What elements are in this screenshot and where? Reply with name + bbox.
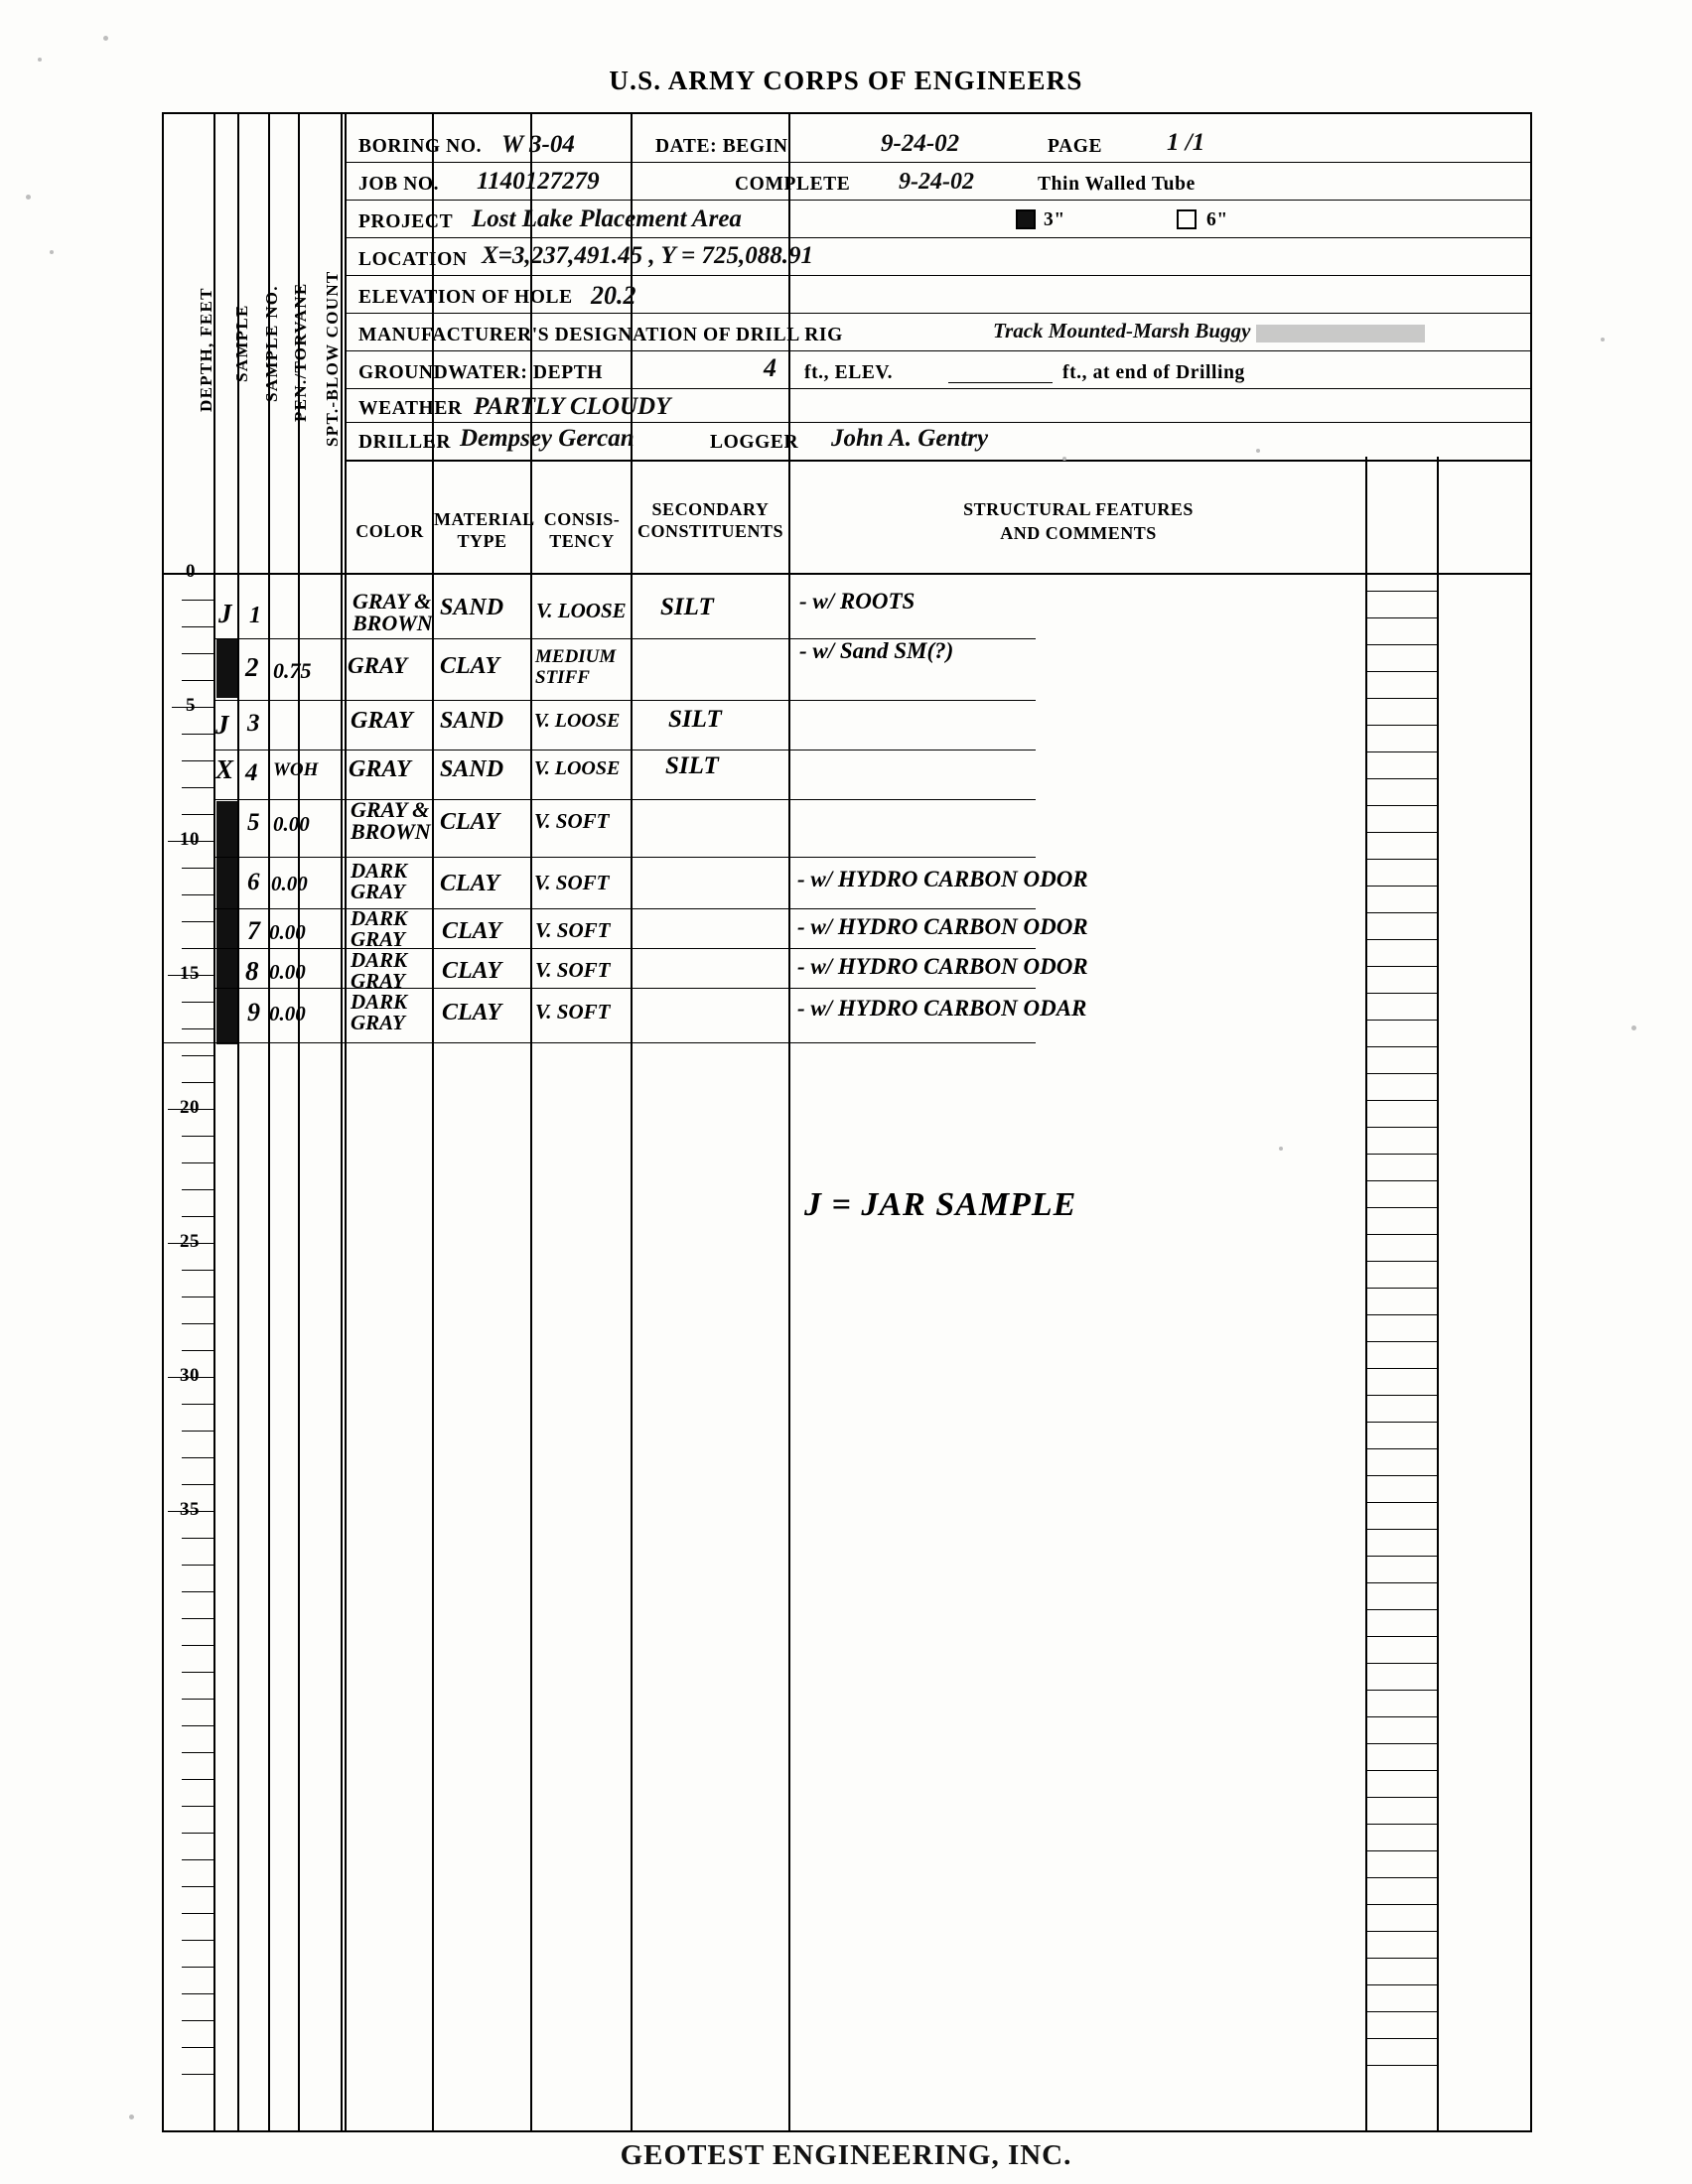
depth-tick (182, 1752, 213, 1753)
sample-mark-4[interactable]: X (215, 754, 234, 784)
scan-speck (1279, 1147, 1283, 1151)
material-3[interactable]: SAND (440, 708, 504, 734)
ladder-tick (1367, 778, 1437, 779)
ladder-tick (1367, 1502, 1437, 1503)
label-location: LOCATION (358, 249, 468, 270)
comments-6[interactable]: - w/ HYDRO CARBON ODOR (797, 867, 1088, 891)
value-project[interactable]: Lost Lake Placement Area (472, 205, 742, 232)
depth-tick (182, 1484, 213, 1485)
ladder-inner-rule (1437, 457, 1439, 2130)
label-logger: LOGGER (710, 432, 799, 453)
depth-tick (182, 868, 213, 869)
depth-tick (182, 1779, 213, 1780)
pen-5[interactable]: 0.00 (273, 812, 310, 836)
depth-major-dash (168, 1377, 182, 1378)
label-complete: COMPLETE (735, 174, 851, 195)
header-rule-5 (347, 313, 1530, 314)
rule-sample-right (237, 114, 239, 2130)
depth-tick (182, 1323, 213, 1324)
ladder-tick (1367, 1877, 1437, 1878)
sample-no-9[interactable]: 9 (247, 998, 260, 1026)
row-rule (213, 908, 1036, 909)
value-location[interactable]: X=3,237,491.45 , Y = 725,088.91 (482, 242, 814, 269)
ladder-tick (1367, 1395, 1437, 1396)
depth-major-dash (172, 707, 186, 708)
ladder-tick (1367, 591, 1437, 592)
sample-no-7[interactable]: 7 (247, 916, 260, 945)
ladder-tick (1367, 1100, 1437, 1101)
ladder-tick (1367, 1716, 1437, 1717)
ladder-tick (1367, 993, 1437, 994)
depth-major-dash (168, 1511, 182, 1512)
depth-tick (182, 921, 213, 922)
ladder-tick (1367, 1475, 1437, 1476)
ladder-tick (1367, 1261, 1437, 1262)
comments-8[interactable]: - w/ HYDRO CARBON ODOR (797, 954, 1088, 979)
color-3[interactable]: GRAY (351, 708, 413, 734)
label-manufacturer: MANUFACTURER'S DESIGNATION OF DRILL RIG (358, 325, 843, 345)
company-footer: GEOTEST ENGINEERING, INC. (620, 2139, 1072, 2171)
ladder-tick (1367, 1850, 1437, 1851)
sample-no-5[interactable]: 5 (247, 809, 260, 836)
depth-tick (182, 2047, 213, 2048)
value-weather[interactable]: PARTLY CLOUDY (474, 393, 671, 420)
consistency-4[interactable]: V. LOOSE (534, 757, 621, 779)
depth-tick (182, 2020, 213, 2021)
ladder-tick (1367, 2011, 1437, 2012)
depth-major-dash (168, 1243, 182, 1244)
depth-label-35: 35 (180, 1499, 200, 1520)
ladder-tick (1367, 1770, 1437, 1771)
sample-no-6[interactable]: 6 (247, 869, 260, 895)
depth-tick (182, 1672, 213, 1673)
value-job-no[interactable]: 1140127279 (477, 168, 600, 195)
ladder-tick (1367, 1314, 1437, 1315)
value-logger[interactable]: John A. Gentry (831, 425, 989, 452)
depth-tick (182, 1993, 213, 1994)
ladder-tick (1367, 966, 1437, 967)
material-9[interactable]: CLAY (442, 1000, 502, 1025)
col-head-material-2: TYPE (457, 531, 507, 551)
ladder-tick (1367, 1609, 1437, 1610)
depth-tick (182, 1457, 213, 1458)
depth-tick (182, 1136, 213, 1137)
sample-no-8[interactable]: 8 (245, 956, 259, 986)
checkbox-tube-3in[interactable] (1016, 209, 1036, 229)
ladder-tick (1367, 1797, 1437, 1798)
ladder-tick (1367, 1154, 1437, 1155)
material-7[interactable]: CLAY (442, 918, 502, 944)
sample-no-3[interactable]: 3 (247, 710, 260, 737)
depth-tick (182, 1699, 213, 1700)
col-head-pen-torvane: PEN./TORVANE (291, 282, 310, 422)
depth-tick (182, 1189, 213, 1190)
ladder-tick (1367, 859, 1437, 860)
ladder-tick (1367, 698, 1437, 699)
col-head-secondary-1: SECONDARY (651, 499, 770, 519)
pen-2[interactable]: 0.75 (273, 658, 312, 683)
consistency-9[interactable]: V. SOFT (535, 1000, 611, 1024)
pen-7[interactable]: 0.00 (269, 920, 306, 944)
ladder-tick (1367, 912, 1437, 913)
depth-tick (182, 1055, 213, 1056)
depth-tick (182, 1270, 213, 1271)
label-thin-walled-tube: Thin Walled Tube (1038, 174, 1196, 195)
label-tube-3in: 3" (1044, 209, 1065, 230)
consistency-6[interactable]: V. SOFT (534, 871, 610, 894)
comments-1[interactable]: - w/ ROOTS (799, 589, 916, 614)
pen-6[interactable]: 0.00 (271, 872, 308, 895)
color-5[interactable]: GRAY & BROWN (351, 797, 431, 844)
ladder-tick (1367, 1127, 1437, 1128)
material-1[interactable]: SAND (440, 595, 504, 620)
ladder-tick (1367, 1529, 1437, 1530)
material-6[interactable]: CLAY (440, 871, 500, 896)
sample-mark-3[interactable]: J (215, 710, 229, 740)
value-elevation[interactable]: 20.2 (591, 281, 636, 310)
label-groundwater: GROUNDWATER: DEPTH (358, 362, 604, 383)
row-rule (213, 700, 1036, 701)
color-4[interactable]: GRAY (349, 756, 411, 782)
sample-no-4[interactable]: 4 (245, 759, 258, 786)
color-8[interactable]: DARK GRAY (351, 948, 408, 993)
ladder-tick (1367, 2038, 1437, 2039)
row-rule (213, 750, 1036, 751)
row-rule (213, 799, 1036, 800)
depth-tick (182, 1859, 213, 1860)
scan-speck (1062, 457, 1066, 461)
color-9[interactable]: DARK GRAY (351, 990, 408, 1034)
rule-secondary-right (788, 114, 790, 2130)
depth-major-dash (168, 1109, 182, 1110)
depth-tick (182, 894, 213, 895)
color-2[interactable]: GRAY (348, 653, 408, 678)
depth-label-5: 5 (186, 695, 196, 716)
depth-tick (182, 1538, 213, 1539)
depth-tick (182, 1216, 213, 1217)
depth-tick (182, 734, 213, 735)
depth-label-15: 15 (180, 963, 200, 984)
ladder-tick (1367, 1958, 1437, 1959)
secondary-4[interactable]: SILT (665, 752, 719, 779)
header-rule-6 (347, 350, 1530, 351)
row-rule (213, 857, 1036, 858)
scan-speck (1256, 449, 1260, 453)
rule-depth-right (213, 114, 215, 2130)
header-rule-8 (347, 422, 1530, 423)
consistency-7[interactable]: V. SOFT (535, 918, 611, 942)
col-head-color: COLOR (355, 521, 424, 541)
material-4[interactable]: SAND (440, 756, 504, 782)
depth-tick (182, 948, 213, 949)
depth-tick (182, 1404, 213, 1405)
depth-tick (182, 1913, 213, 1914)
sample-recovery-bar (216, 801, 237, 1044)
scan-speck (38, 58, 42, 62)
scan-speck (103, 36, 108, 41)
scan-smear (1256, 325, 1425, 342)
secondary-1[interactable]: SILT (660, 594, 714, 620)
sample-no-1[interactable]: 1 (249, 603, 261, 628)
ladder-tick (1367, 1931, 1437, 1932)
header-rule-3 (347, 237, 1530, 238)
consistency-2[interactable]: MEDIUM STIFF (535, 646, 617, 688)
depth-tick (182, 680, 213, 681)
legend-jar-sample: J = JAR SAMPLE (804, 1186, 1077, 1223)
value-complete[interactable]: 9-24-02 (899, 169, 974, 195)
ladder-tick (1367, 617, 1437, 618)
label-page: PAGE (1048, 136, 1103, 157)
comments-9[interactable]: - w/ HYDRO CARBON ODAR (797, 996, 1087, 1021)
depth-tick (182, 2074, 213, 2075)
depth-tick (182, 1350, 213, 1351)
depth-tick (182, 1082, 213, 1083)
ladder-tick (1367, 1180, 1437, 1181)
color-6[interactable]: DARK GRAY (351, 859, 408, 903)
depth-tick (182, 1002, 213, 1003)
consistency-3[interactable]: V. LOOSE (534, 710, 621, 732)
pen-4[interactable]: WOH (273, 759, 319, 780)
row-rule (213, 638, 1036, 639)
ladder-tick (1367, 1582, 1437, 1583)
color-1[interactable]: GRAY & BROWN (352, 589, 433, 635)
checkbox-tube-6in[interactable] (1177, 209, 1197, 229)
value-groundwater-depth[interactable]: 4 (764, 353, 776, 382)
label-date-begin: DATE: BEGIN (655, 136, 788, 157)
depth-major-dash (172, 573, 186, 574)
ladder-tick (1367, 1824, 1437, 1825)
depth-label-0: 0 (186, 561, 196, 582)
ladder-tick (1367, 1368, 1437, 1369)
depth-tick (182, 653, 213, 654)
col-head-consistency-2: TENCY (549, 531, 615, 551)
ladder-tick (1367, 1984, 1437, 1985)
header-bottom-rule (347, 460, 1530, 462)
value-date-begin[interactable]: 9-24-02 (881, 130, 960, 157)
value-page[interactable]: 1 /1 (1167, 129, 1205, 156)
scan-speck (50, 250, 54, 254)
label-ft-elev: ft., ELEV. (804, 362, 894, 383)
depth-tick (182, 1940, 213, 1941)
label-project: PROJECT (358, 211, 454, 232)
depth-label-25: 25 (180, 1231, 200, 1252)
ladder-tick (1367, 1663, 1437, 1664)
depth-tick (182, 1886, 213, 1887)
ladder-tick (1367, 1341, 1437, 1342)
depth-tick (182, 1833, 213, 1834)
ladder-tick (1367, 1556, 1437, 1557)
header-rule-4 (347, 275, 1530, 276)
depth-tick (182, 1162, 213, 1163)
label-tube-6in: 6" (1206, 209, 1228, 230)
rule-sampleno-right (268, 114, 270, 2130)
col-head-structural-1: STRUCTURAL FEATURES (963, 499, 1194, 519)
ladder-tick (1367, 1422, 1437, 1423)
ladder-tick (1367, 1743, 1437, 1744)
depth-tick (182, 760, 213, 761)
depth-tick (182, 1806, 213, 1807)
col-head-spt-blow: SPT.-BLOW COUNT (323, 270, 342, 447)
label-boring-no: BORING NO. (358, 136, 483, 157)
rule-structural-right (1365, 457, 1367, 2130)
rule-header-left (345, 114, 347, 2130)
col-head-depth: DEPTH, FEET (197, 287, 215, 412)
consistency-5[interactable]: V. SOFT (534, 809, 610, 833)
depth-major-dash (168, 841, 182, 842)
ladder-tick (1367, 2065, 1437, 2066)
ladder-tick (1367, 1448, 1437, 1449)
ladder-tick (1367, 1288, 1437, 1289)
ladder-tick (1367, 1636, 1437, 1637)
depth-tick (182, 626, 213, 627)
pen-9[interactable]: 0.00 (269, 1002, 306, 1025)
ladder-tick (1367, 725, 1437, 726)
ladder-tick (1367, 1073, 1437, 1074)
groundwater-elev-blank (948, 382, 1053, 383)
depth-tick (182, 1967, 213, 1968)
value-driller[interactable]: Dempsey Gercan (460, 425, 634, 452)
log-form-frame (162, 112, 1532, 2132)
label-driller: DRILLER (358, 432, 452, 453)
ladder-tick (1367, 1904, 1437, 1905)
depth-tick (182, 1645, 213, 1646)
pen-8[interactable]: 0.00 (269, 960, 306, 984)
consistency-8[interactable]: V. SOFT (535, 958, 611, 982)
ladder-tick (1367, 939, 1437, 940)
label-job-no: JOB NO. (358, 174, 440, 195)
col-head-consistency-1: CONSIS- (543, 509, 621, 529)
col-head-sample-no: SAMPLE NO. (262, 285, 281, 402)
row-rule (213, 948, 1036, 949)
sample-recovery-bar (216, 638, 237, 698)
col-head-structural-2: AND COMMENTS (1000, 523, 1157, 543)
ladder-tick (1367, 1046, 1437, 1047)
sample-mark-1[interactable]: J (218, 599, 232, 628)
consistency-1[interactable]: V. LOOSE (536, 599, 627, 622)
scan-speck (1631, 1025, 1636, 1030)
depth-tick (182, 1431, 213, 1432)
header-rule-7 (347, 388, 1530, 389)
sample-no-2[interactable]: 2 (245, 652, 259, 682)
depth-tick (182, 1565, 213, 1566)
value-manufacturer[interactable]: Track Mounted-Marsh Buggy (993, 319, 1251, 342)
ladder-tick (1367, 832, 1437, 833)
row-rule (164, 1042, 1036, 1043)
ladder-tick (1367, 671, 1437, 672)
header-rule-1 (347, 162, 1530, 163)
depth-tick (182, 1591, 213, 1592)
scan-speck (1601, 338, 1605, 341)
column-head-bottom-rule (164, 573, 1530, 575)
depth-tick (182, 1028, 213, 1029)
material-8[interactable]: CLAY (442, 958, 502, 984)
ladder-tick (1367, 644, 1437, 645)
depth-major-dash (168, 975, 182, 976)
page-title: U.S. ARMY CORPS OF ENGINEERS (609, 66, 1083, 95)
depth-label-10: 10 (180, 829, 200, 850)
comments-7[interactable]: - w/ HYDRO CARBON ODOR (797, 914, 1088, 939)
ladder-tick (1367, 751, 1437, 752)
value-boring-no[interactable]: W 3-04 (501, 131, 575, 158)
material-5[interactable]: CLAY (440, 809, 500, 835)
ladder-tick (1367, 1020, 1437, 1021)
ladder-tick (1367, 1690, 1437, 1691)
scan-speck (26, 195, 31, 200)
depth-tick (182, 600, 213, 601)
depth-tick (182, 787, 213, 788)
ladder-tick (1367, 1234, 1437, 1235)
ladder-tick (1367, 886, 1437, 887)
material-2[interactable]: CLAY (440, 653, 500, 679)
depth-label-30: 30 (180, 1365, 200, 1386)
header-rule-2 (347, 200, 1530, 201)
scan-speck (129, 2115, 134, 2119)
depth-tick (182, 1725, 213, 1726)
label-ft-at-end: ft., at end of Drilling (1062, 362, 1245, 383)
col-head-material-1: MATERIAL (434, 509, 535, 529)
depth-label-20: 20 (180, 1097, 200, 1118)
ladder-tick (1367, 1207, 1437, 1208)
color-7[interactable]: DARK GRAY (351, 906, 408, 951)
comments-2[interactable]: - w/ Sand SM(?) (799, 638, 954, 663)
depth-tick (182, 814, 213, 815)
row-rule (213, 988, 1036, 989)
depth-tick (182, 1618, 213, 1619)
col-head-sample: SAMPLE (232, 304, 251, 382)
label-weather: WEATHER (358, 398, 463, 419)
col-head-secondary-2: CONSTITUENTS (636, 521, 784, 541)
secondary-3[interactable]: SILT (668, 706, 722, 733)
ladder-tick (1367, 805, 1437, 806)
label-elevation: ELEVATION OF HOLE (358, 287, 573, 308)
